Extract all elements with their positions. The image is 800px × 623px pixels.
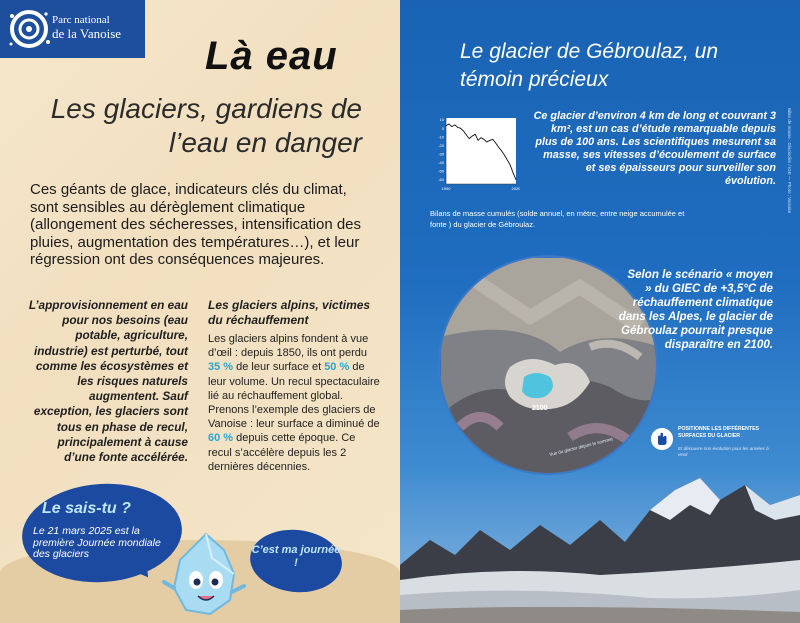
chart-point: [481, 137, 482, 138]
chart-point: [478, 140, 479, 141]
logo-line1: Parc national: [52, 14, 110, 26]
chart-point: [501, 150, 502, 151]
chart-y-tick-label: 10: [439, 117, 444, 123]
water-supply-paragraph: L’approvisionnement en eau pour nos besoins (eau potable, agriculture, industrie) est perturbé, tout comme les écosystèmes et les risques naturels augmentent. Sauf exception, les glaciers sont tous en phase de recul, principalement à cause d’une fonte accélérée.: [28, 298, 188, 465]
logo-text: [52, 14, 121, 40]
chart-point: [460, 128, 461, 129]
chart-point: [454, 125, 455, 126]
text-run: de leur volume. Un recul spectaculaire lié au réchauffement global. Prenons l’exemple des glaciers de Vanoise : leur surface a diminué de: [208, 361, 380, 431]
chart-y-tick-label: -50: [438, 168, 444, 174]
did-you-know-title: Le sais-tu ?: [42, 500, 131, 517]
photo-credit: [784, 108, 792, 218]
chart-y-tick-label: -60: [438, 177, 444, 183]
giec-scenario-text: Selon le scénario « moyen » du GIEC de +3,5°C de réchauffement climatique dans les Alpes, le glacier de Gébroulaz pourrait presque disparaître en 2100.: [618, 268, 773, 351]
chart-point: [484, 139, 485, 140]
position-surfaces-label: POSITIONNE LES DIFFÉRENTES SURFACES DU GLACIER: [678, 426, 759, 439]
chart-point: [472, 136, 473, 137]
position-surfaces-sub: Et découvre son évolution pour les années à venir: [678, 446, 769, 457]
chart-x-tick-label: 2020: [511, 186, 520, 191]
chart-caption: Bilans de masse cumulés (solde annuel, en mètre, entre neige accumulée et fonte ) du glacier de Gébroulaz.: [430, 209, 685, 229]
chart-point: [475, 134, 476, 135]
chart-point: [516, 179, 517, 180]
chart-point: [466, 135, 467, 136]
text-run: depuis cette époque. Ce recul s’accélère depuis les 2 dernières décennies.: [208, 432, 356, 473]
chart-point: [449, 124, 450, 125]
highlight-60: 60 %: [208, 432, 234, 445]
hand-icon[interactable]: [651, 428, 673, 450]
ice-mascot-icon: [160, 528, 252, 620]
chart-point: [469, 138, 470, 139]
chart-point: [513, 173, 514, 174]
chart-plot-area: [446, 118, 516, 184]
chart-point: [457, 127, 458, 128]
swirl-logo-icon: [6, 6, 52, 52]
chart-point: [495, 143, 496, 144]
text-run: Les glaciers alpins fondent à vue d’œil : depuis 1850, ils ont perdu: [208, 333, 369, 360]
glacier-title: Le glacier de Gébroulaz, un témoin précieux: [460, 40, 718, 91]
mountain-landscape: [400, 470, 800, 623]
mass-balance-chart: [430, 112, 520, 197]
highlight-35: 35 %: [208, 361, 234, 374]
chart-point: [510, 165, 511, 166]
glacier-description: Ce glacier d’environ 4 km de long et couvrant 3 km², est un cas d’étude remarquable depuis plus de 100 ans. Les scientifiques mesurent sa masse, ses vitesses d’écoulement de surface et ses épaisseurs pour surveiller son évolution.: [533, 110, 776, 187]
highlight-50: 50 %: [324, 361, 350, 374]
photo-note: Vue du glacier depuis le sommet: [548, 436, 614, 458]
chart-point: [446, 125, 447, 126]
chart-point: [504, 155, 505, 156]
chart-point: [507, 160, 508, 161]
intro-paragraph: Ces géants de glace, indicateurs clés du climat, sont sensibles au dérèglement climatique (allongement des sécheresses, intensification des pluies, augmentation des températures…), et leur régression ont des conséquences majeures.: [30, 181, 362, 268]
alpine-glaciers-heading: Les glaciers alpins, victimes du réchauffement: [208, 298, 371, 327]
alpine-glaciers-paragraph: [208, 332, 380, 474]
chart-x-tick-label: 1900: [441, 186, 451, 191]
chart-point: [489, 140, 490, 141]
chart-point: [498, 147, 499, 148]
chart-point: [492, 139, 493, 140]
logo-line2: de la Vanoise: [52, 26, 122, 41]
chart-point: [463, 131, 464, 132]
park-logo: [0, 0, 145, 58]
did-you-know-text: Le 21 mars 2025 est la première Journée mondiale des glaciers: [33, 525, 161, 560]
chart-y-tick-label: -30: [438, 151, 444, 157]
page-subtitle: Les glaciers, gardiens de l’eau en danger: [50, 93, 362, 158]
chart-y-tick-label: -20: [438, 142, 444, 148]
credit-text: Bilan de masse : Glacioclim / IGE — Photo : Vanoise: [787, 108, 792, 214]
chart-point: [451, 126, 452, 127]
chart-y-tick-label: -40: [438, 160, 444, 166]
year-2100-label: 2100: [532, 405, 548, 412]
text-run: de leur surface et: [233, 361, 325, 374]
my-day-text: C’est ma journée !: [251, 544, 341, 569]
chart-point: [486, 142, 487, 143]
chart-y-tick-label: 0: [441, 125, 444, 131]
chart-y-tick-label: -10: [438, 134, 444, 140]
right-page: [400, 0, 800, 623]
page-title: Là eau: [205, 34, 338, 78]
